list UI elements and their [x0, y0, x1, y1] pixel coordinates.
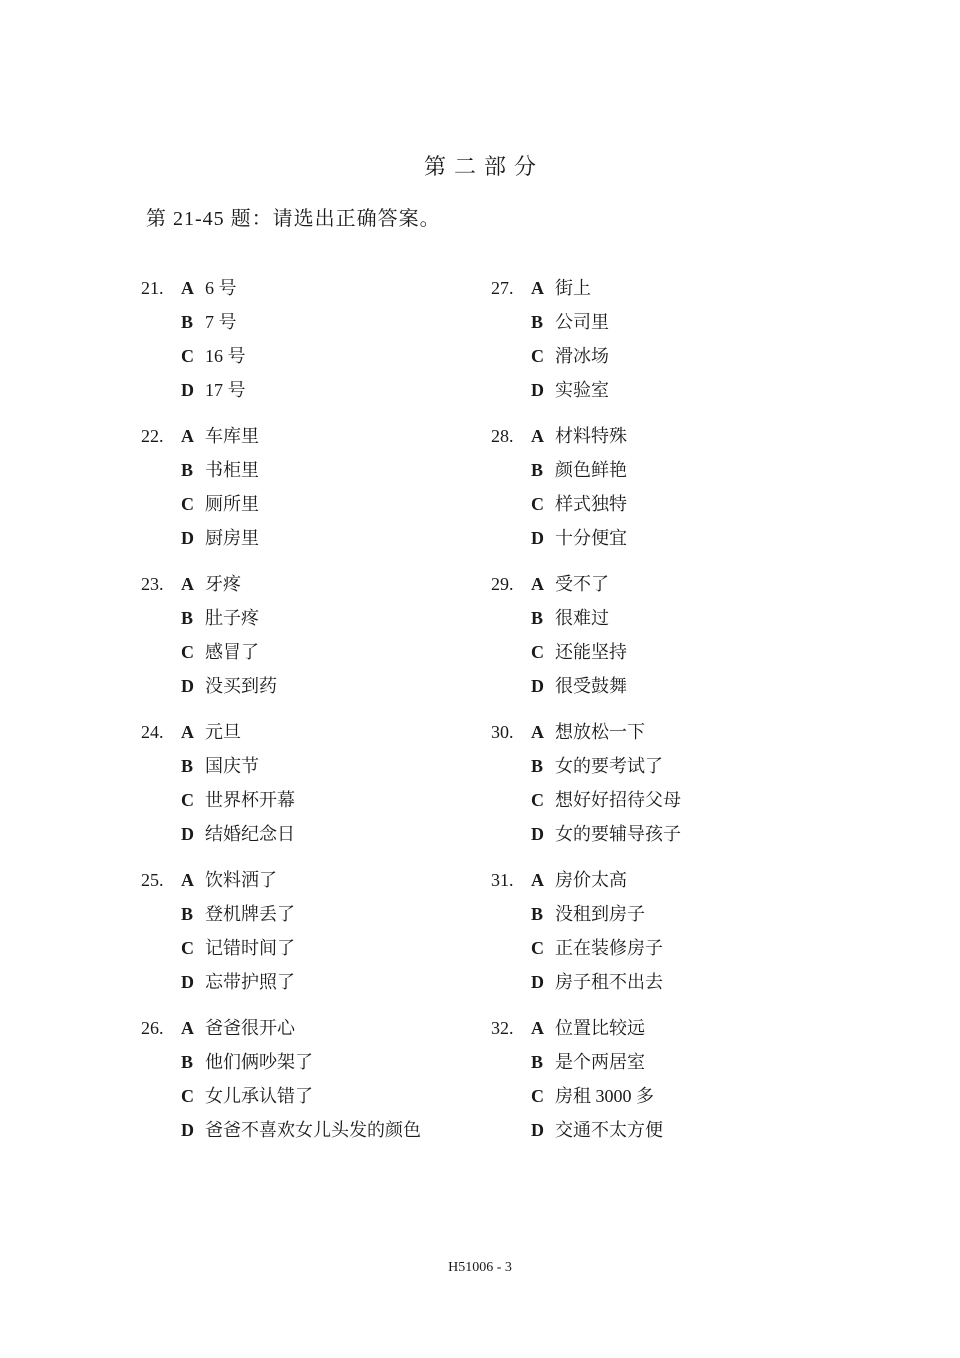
option-letter: D	[181, 528, 194, 548]
option-letter: D	[531, 824, 544, 844]
option-text: 国庆节	[205, 756, 259, 776]
option-letter: A	[531, 870, 544, 890]
question-number: 22.	[141, 426, 164, 446]
option-letter: B	[181, 1052, 194, 1072]
option-text: 颜色鲜艳	[555, 460, 627, 480]
option-text: 牙疼	[205, 574, 241, 594]
option-d[interactable]	[531, 820, 681, 848]
question-number: 23.	[141, 574, 164, 594]
option-c[interactable]	[531, 934, 663, 962]
option-letter: D	[531, 528, 544, 548]
option-b[interactable]	[531, 1048, 645, 1076]
option-c[interactable]	[181, 1082, 313, 1110]
option-letter: A	[531, 722, 544, 742]
option-letter: A	[531, 426, 544, 446]
option-a[interactable]	[181, 866, 277, 894]
option-text: 感冒了	[205, 642, 259, 662]
option-a[interactable]	[181, 570, 241, 598]
option-letter: D	[531, 972, 544, 992]
page-footer: H51006 - 3	[448, 1260, 512, 1275]
option-b[interactable]	[531, 752, 663, 780]
option-text: 想好好招待父母	[555, 790, 681, 810]
option-b[interactable]	[531, 604, 609, 632]
option-text: 登机牌丢了	[205, 904, 295, 924]
question-number: 28.	[491, 426, 514, 446]
option-text: 饮料洒了	[205, 870, 277, 890]
option-b[interactable]	[181, 604, 259, 632]
option-a[interactable]	[531, 422, 627, 450]
question-number: 26.	[141, 1018, 164, 1038]
option-a[interactable]	[181, 422, 259, 450]
option-text: 很受鼓舞	[555, 676, 627, 696]
option-letter: B	[531, 460, 544, 480]
option-text: 17 号	[205, 380, 246, 400]
page-title: 第二部分	[423, 154, 544, 179]
option-letter: C	[531, 346, 544, 366]
option-text: 材料特殊	[555, 426, 627, 446]
option-letter: B	[181, 312, 194, 332]
option-a[interactable]	[531, 1014, 645, 1042]
option-text: 车库里	[205, 426, 259, 446]
option-c[interactable]	[531, 342, 609, 370]
option-letter: B	[531, 1052, 544, 1072]
option-text: 世界杯开幕	[205, 790, 295, 810]
option-d[interactable]	[181, 524, 259, 552]
option-letter: C	[531, 1086, 544, 1106]
option-letter: B	[531, 608, 544, 628]
option-letter: C	[181, 938, 194, 958]
option-text: 位置比较远	[555, 1018, 645, 1038]
option-c[interactable]	[181, 638, 259, 666]
option-text: 记错时间了	[205, 938, 295, 958]
option-letter: B	[531, 312, 544, 332]
option-d[interactable]	[531, 524, 627, 552]
option-text: 女的要考试了	[555, 756, 663, 776]
question-number: 21.	[141, 278, 164, 298]
option-letter: A	[531, 574, 544, 594]
option-d[interactable]	[181, 376, 246, 404]
option-letter: C	[181, 790, 194, 810]
option-text: 没买到药	[205, 676, 277, 696]
option-letter: A	[181, 426, 194, 446]
option-c[interactable]	[531, 490, 627, 518]
option-a[interactable]	[181, 718, 241, 746]
option-text: 房子租不出去	[555, 972, 663, 992]
option-letter: B	[181, 756, 194, 776]
option-letter: C	[181, 494, 194, 514]
option-d[interactable]	[531, 968, 663, 996]
option-letter: C	[181, 642, 194, 662]
option-d[interactable]	[181, 672, 277, 700]
option-a[interactable]	[531, 274, 591, 302]
option-text: 是个两居室	[555, 1052, 645, 1072]
option-text: 他们俩吵架了	[205, 1052, 313, 1072]
option-c[interactable]	[181, 786, 295, 814]
option-text: 正在装修房子	[555, 938, 663, 958]
option-text: 交通不太方便	[555, 1120, 663, 1140]
option-letter: C	[181, 1086, 194, 1106]
option-b[interactable]	[181, 752, 259, 780]
option-d[interactable]	[531, 672, 627, 700]
option-c[interactable]	[531, 1082, 654, 1110]
option-text: 元旦	[205, 722, 241, 742]
option-text: 厨房里	[205, 528, 259, 548]
question-number: 24.	[141, 722, 164, 742]
option-a[interactable]	[531, 718, 645, 746]
option-text: 房价太高	[555, 870, 627, 890]
option-letter: B	[181, 608, 194, 628]
option-d[interactable]	[181, 820, 295, 848]
option-letter: D	[531, 676, 544, 696]
option-letter: D	[531, 1120, 544, 1140]
option-text: 6 号	[205, 278, 237, 298]
option-b[interactable]	[531, 456, 627, 484]
option-letter: B	[531, 756, 544, 776]
option-letter: A	[181, 574, 194, 594]
option-letter: B	[181, 460, 194, 480]
option-letter: A	[181, 722, 194, 742]
instruction-text: 第 21-45 题：请选出正确答案。	[146, 208, 441, 230]
option-letter: D	[181, 824, 194, 844]
option-a[interactable]	[531, 866, 627, 894]
option-text: 结婚纪念日	[205, 824, 295, 844]
option-letter: C	[531, 494, 544, 514]
option-text: 书柜里	[205, 460, 259, 480]
option-c[interactable]	[531, 638, 627, 666]
question-number: 32.	[491, 1018, 514, 1038]
option-c[interactable]	[181, 490, 259, 518]
option-c[interactable]	[181, 342, 246, 370]
question-number: 29.	[491, 574, 514, 594]
option-b[interactable]	[181, 456, 259, 484]
option-text: 厕所里	[205, 494, 259, 514]
option-text: 7 号	[205, 312, 237, 332]
option-text: 公司里	[555, 312, 609, 332]
option-letter: C	[531, 938, 544, 958]
option-c[interactable]	[181, 934, 295, 962]
option-d[interactable]	[531, 376, 609, 404]
option-text: 女儿承认错了	[205, 1086, 313, 1106]
option-text: 爸爸很开心	[205, 1018, 295, 1038]
option-b[interactable]	[531, 308, 609, 336]
option-c[interactable]	[531, 786, 681, 814]
option-text: 女的要辅导孩子	[555, 824, 681, 844]
option-letter: C	[531, 642, 544, 662]
option-letter: B	[531, 904, 544, 924]
option-b[interactable]	[531, 900, 645, 928]
option-text: 样式独特	[555, 494, 627, 514]
option-b[interactable]	[181, 1048, 313, 1076]
option-letter: C	[531, 790, 544, 810]
option-text: 忘带护照了	[205, 972, 295, 992]
option-a[interactable]	[181, 1014, 295, 1042]
option-text: 还能坚持	[555, 642, 627, 662]
option-letter: D	[181, 972, 194, 992]
option-text: 受不了	[555, 574, 609, 594]
option-b[interactable]	[181, 900, 295, 928]
question-number: 30.	[491, 722, 514, 742]
option-text: 想放松一下	[555, 722, 645, 742]
question-number: 31.	[491, 870, 514, 890]
option-text: 滑冰场	[555, 346, 609, 366]
option-letter: D	[181, 380, 194, 400]
option-text: 没租到房子	[555, 904, 645, 924]
question-number: 27.	[491, 278, 514, 298]
option-text: 肚子疼	[205, 608, 259, 628]
option-a[interactable]	[531, 570, 609, 598]
option-text: 实验室	[555, 380, 609, 400]
option-d[interactable]	[181, 968, 295, 996]
option-text: 爸爸不喜欢女儿头发的颜色	[205, 1120, 421, 1140]
option-text: 街上	[555, 278, 591, 298]
option-letter: A	[181, 278, 194, 298]
option-text: 十分便宜	[555, 528, 627, 548]
option-d[interactable]	[531, 1116, 663, 1144]
option-letter: A	[531, 278, 544, 298]
option-letter: D	[181, 676, 194, 696]
option-letter: B	[181, 904, 194, 924]
question-number: 25.	[141, 870, 164, 890]
option-letter: A	[181, 1018, 194, 1038]
option-d[interactable]	[181, 1116, 421, 1144]
option-text: 很难过	[555, 608, 609, 628]
option-letter: A	[181, 870, 194, 890]
option-text: 16 号	[205, 346, 246, 366]
option-letter: A	[531, 1018, 544, 1038]
option-b[interactable]	[181, 308, 237, 336]
option-text: 房租 3000 多	[555, 1086, 654, 1106]
option-letter: D	[181, 1120, 194, 1140]
option-letter: D	[531, 380, 544, 400]
option-a[interactable]	[181, 274, 237, 302]
option-letter: C	[181, 346, 194, 366]
